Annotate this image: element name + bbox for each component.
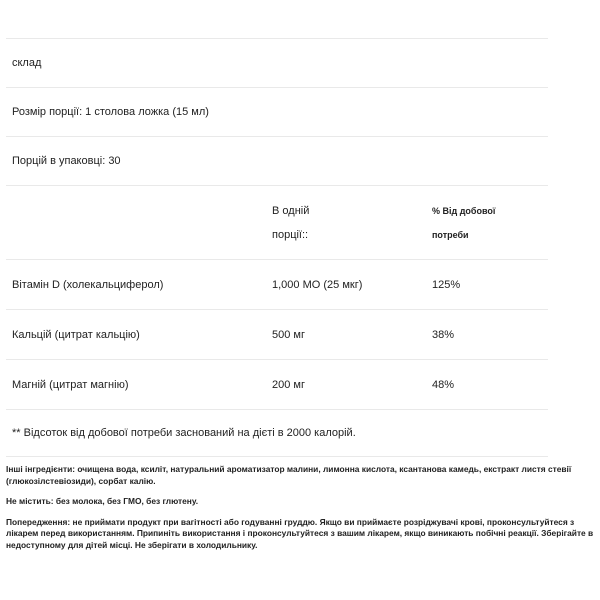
facts-title-row — [6, 38, 548, 87]
daily-value-footnote: ** Відсоток від добової потреби заснований на дієті в 2000 калорій. — [12, 427, 356, 439]
header-dv-line1: % Від добової — [432, 205, 496, 216]
nutrient-amount: 500 мг — [272, 328, 305, 341]
supplement-facts-table — [6, 38, 548, 457]
other-ingredients: Інші інгредієнти: очищена вода, ксиліт, натуральний ароматизатор малини, лимонна кислота, ксантанова камедь, екстракт листя стевії (глюкозілстевіозиди), сорбат калію. — [6, 464, 572, 486]
nutrient-name: Кальцій (цитрат кальцію) — [12, 328, 140, 341]
table-row — [6, 309, 548, 359]
servings-per-container-row — [6, 136, 548, 185]
serving-size-row — [6, 87, 548, 136]
serving-size: Розмір порції: 1 столова ложка (15 мл) — [12, 106, 209, 118]
header-dv-cell — [430, 199, 548, 247]
header-amount-line1: В одній — [272, 204, 310, 217]
product-notes — [6, 464, 594, 560]
footnote-row — [6, 409, 548, 457]
header-dv-line2: потреби — [432, 229, 469, 240]
table-row — [6, 259, 548, 309]
nutrient-dv: 38% — [432, 328, 455, 341]
nutrient-amount: 200 мг — [272, 378, 305, 391]
nutrient-name: Магній (цитрат магнію) — [12, 378, 129, 391]
free-of-statement: Не містить: без молока, без ГМО, без глютену. — [6, 496, 199, 506]
header-amount-cell — [268, 199, 430, 247]
table-header-row — [6, 185, 548, 259]
header-amount-line2: порції:: — [272, 228, 309, 241]
table-row — [6, 359, 548, 409]
servings-per-container: Порцій в упаковці: 30 — [12, 155, 121, 167]
nutrient-dv: 48% — [432, 378, 455, 391]
nutrient-name: Вітамін D (холекальциферол) — [12, 278, 164, 291]
nutrient-dv: 125% — [432, 278, 461, 291]
nutrient-amount: 1,000 МО (25 мкг) — [272, 278, 363, 291]
warning-statement: Попередження: не приймати продукт при вагітності або годуванні груддю. Якщо ви приймаєте розріджувачі крові, проконсультуйтеся з лікарем перед використанням. Припиніть використання і проконсультуйтеся з вашим лікарем, якщо виникають побічні реакції. Зберігайте в недоступному для дітей місці. Не зберігати в холодильнику. — [6, 516, 594, 550]
facts-title: склад — [12, 57, 42, 69]
